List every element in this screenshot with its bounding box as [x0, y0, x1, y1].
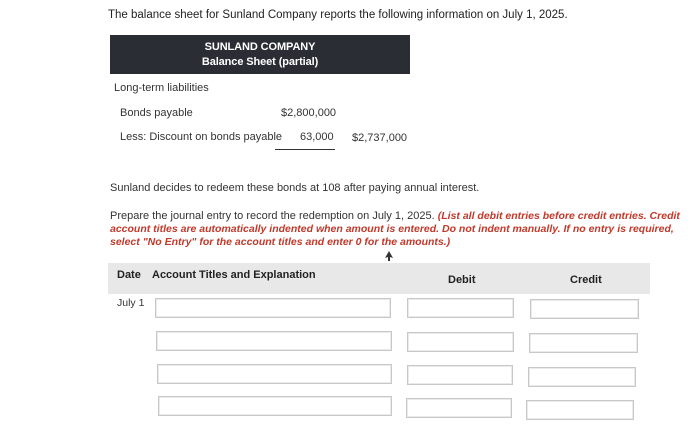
- debit-input-3[interactable]: [407, 365, 513, 385]
- credit-input-2[interactable]: [529, 333, 638, 353]
- bonds-payable-amount: $2,800,000: [281, 107, 337, 119]
- subtotal-underline: [275, 149, 335, 150]
- discount-amount: 63,000: [300, 131, 334, 143]
- balance-sheet-header: [110, 35, 410, 74]
- header-credit: Credit: [570, 274, 602, 286]
- credit-input-3[interactable]: [528, 367, 636, 387]
- debit-input-1[interactable]: [407, 298, 514, 318]
- mouse-cursor-icon: [383, 250, 395, 262]
- debit-input-4[interactable]: [406, 398, 512, 418]
- bonds-payable-label: Bonds payable: [120, 107, 193, 119]
- account-title-input-1[interactable]: [155, 298, 391, 318]
- debit-input-2[interactable]: [407, 332, 514, 352]
- company-name: SUNLAND COMPANY: [204, 41, 316, 53]
- journal-header: [108, 263, 650, 294]
- header-debit: Debit: [448, 274, 476, 286]
- instructions-red: (List all debit entries before credit entries. Credit account titles are automatically indented when amount is entered. Do not indent manually. If no entry is required, select "No Entry" for the account titles and enter 0 for the amounts.): [110, 210, 680, 248]
- instructions: [110, 210, 680, 249]
- credit-input-4[interactable]: [526, 400, 634, 420]
- account-title-input-3[interactable]: [157, 364, 392, 384]
- redeem-text: Sunland decides to redeem these bonds at 108 after paying annual interest.: [110, 182, 480, 194]
- balance-sheet-title: Balance Sheet (partial): [201, 56, 319, 68]
- carrying-value: $2,737,000: [352, 132, 408, 144]
- date-july-1: July 1: [117, 297, 145, 309]
- discount-label: Less: Discount on bonds payable: [120, 131, 283, 143]
- instructions-plain: Prepare the journal entry to record the redemption on July 1, 2025.: [110, 210, 438, 222]
- credit-input-1[interactable]: [530, 299, 639, 319]
- account-title-input-2[interactable]: [156, 331, 392, 351]
- intro-text: The balance sheet for Sunland Company reports the following information on July 1, 2025.: [108, 9, 568, 21]
- account-title-input-4[interactable]: [158, 396, 392, 416]
- section-label: Long-term liabilities: [114, 82, 209, 94]
- header-date: Date: [117, 269, 141, 281]
- header-account: Account Titles and Explanation: [152, 269, 316, 281]
